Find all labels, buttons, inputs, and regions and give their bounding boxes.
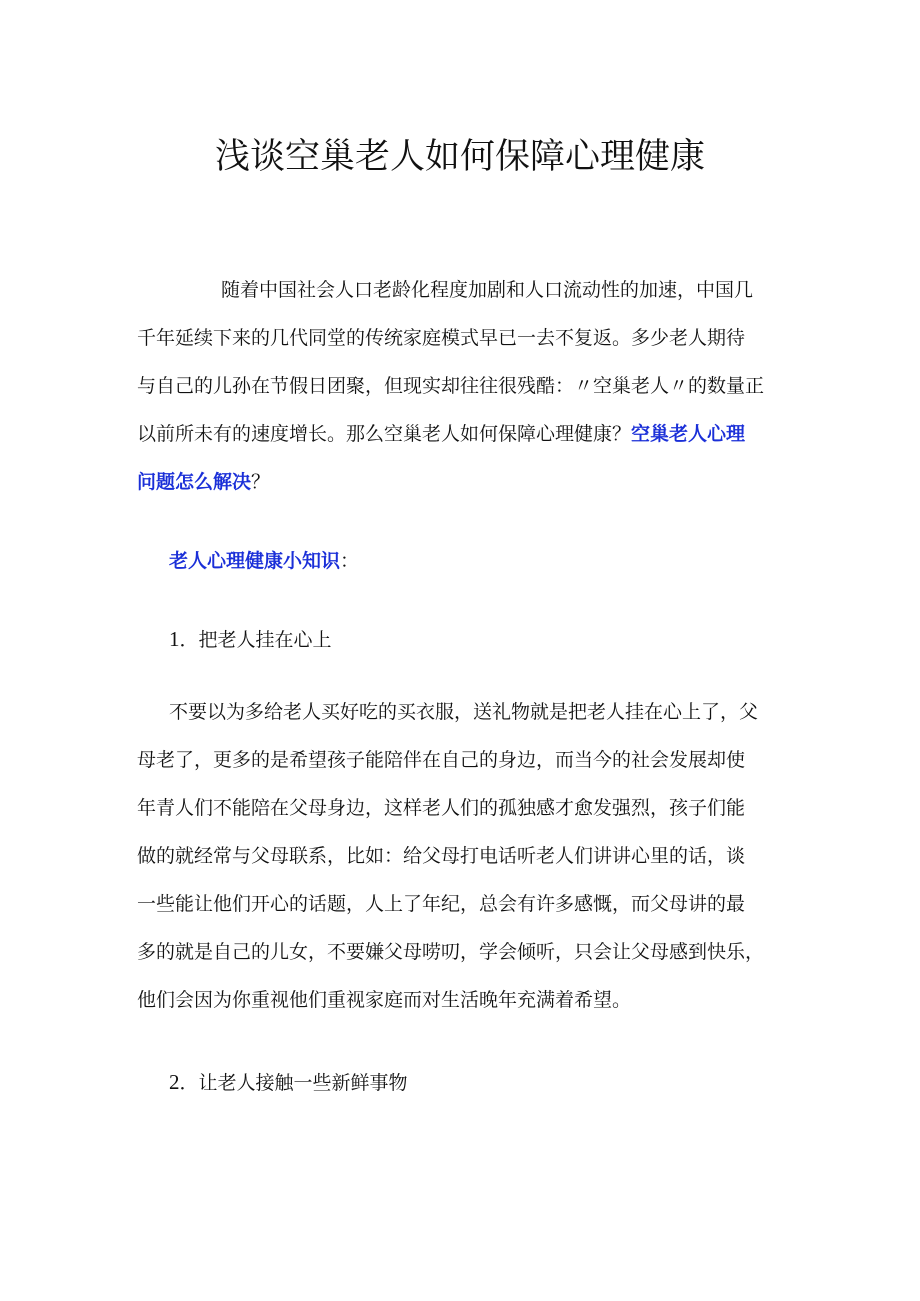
intro-line-4: 以前所未有的速度增长。那么空巢老人如何保障心理健康？ bbox=[137, 423, 632, 445]
item-1-line-2: 母老了，更多的是希望孩子能陪伴在自己的身边，而当今的社会发展却使 bbox=[137, 749, 746, 771]
item-1-number: 1 bbox=[169, 627, 180, 651]
knowledge-heading-link[interactable]: 老人心理健康小知识 bbox=[169, 550, 341, 572]
item-1-line-4: 做的就经常与父母联系，比如：给父母打电话听老人们讲讲心里的话，谈 bbox=[137, 845, 746, 867]
item-1-line-1: 不要以为多给老人买好吃的买衣服，送礼物就是把老人挂在心上了，父 bbox=[169, 701, 759, 723]
intro-after-link: ？ bbox=[251, 471, 271, 493]
knowledge-heading-paragraph bbox=[137, 537, 797, 585]
item-1-line-6: 多的就是自己的儿女，不要嫌父母唠叨，学会倾听，只会让父母感到快乐， bbox=[137, 941, 765, 963]
intro-line-2: 千年延续下来的几代同堂的传统家庭模式早已一去不复返。多少老人期待 bbox=[137, 327, 746, 349]
intro-line-1: 随着中国社会人口老龄化程度加剧和人口流动性的加速，中国几 bbox=[221, 279, 754, 301]
empty-nest-link-part2[interactable]: 问题怎么解决 bbox=[137, 471, 252, 493]
empty-nest-link-part1[interactable]: 空巢老人心理 bbox=[631, 423, 746, 445]
page-title: 浅谈空巢老人如何保障心理健康 bbox=[214, 137, 705, 177]
intro-line-4-wrap bbox=[137, 410, 797, 458]
intro-line-3: 与自己的儿孙在节假日团聚，但现实却往往很残酷：〃空巢老人〃的数量正 bbox=[137, 375, 765, 397]
intro-paragraph bbox=[137, 266, 797, 506]
item-2-heading-line bbox=[137, 1058, 797, 1107]
item-2-number: 2 bbox=[169, 1070, 180, 1094]
intro-line-5-wrap bbox=[137, 458, 797, 506]
item-2-heading bbox=[137, 1058, 797, 1107]
item-1-title: ．把老人挂在心上 bbox=[179, 629, 332, 651]
knowledge-heading-line bbox=[137, 537, 797, 585]
item-1-body bbox=[137, 688, 797, 1024]
item-2-title: ．让老人接触一些新鲜事物 bbox=[179, 1072, 408, 1094]
item-1-line-5: 一些能让他们开心的话题，人上了年纪，总会有许多感慨，而父母讲的最 bbox=[137, 893, 746, 915]
item-1-line-7: 他们会因为你重视他们重视家庭而对生活晚年充满着希望。 bbox=[137, 989, 632, 1011]
knowledge-heading-colon: ： bbox=[340, 550, 360, 572]
item-1-line-3: 年青人们不能陪在父母身边，这样老人们的孤独感才愈发强烈，孩子们能 bbox=[137, 797, 746, 819]
item-1-heading-line bbox=[137, 615, 797, 664]
item-1-heading bbox=[137, 615, 797, 664]
